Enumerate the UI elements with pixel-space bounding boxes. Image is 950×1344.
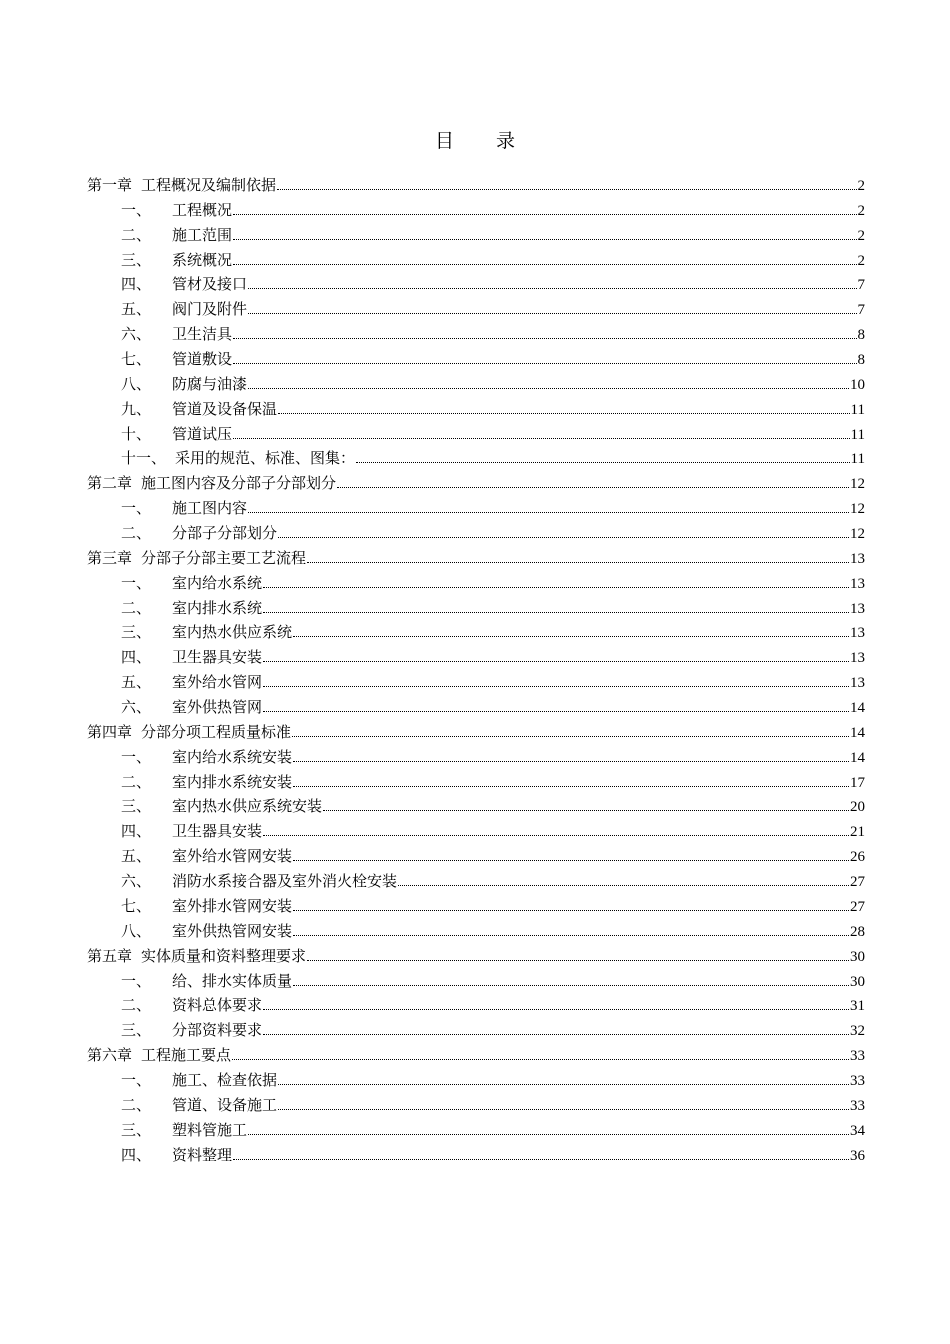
toc-entry-page-number: 36 bbox=[850, 1147, 865, 1164]
toc-entry-label: 室内给水系统 bbox=[172, 573, 263, 592]
toc-entry-number: 十一、 bbox=[121, 449, 167, 468]
toc-section-entry[interactable] bbox=[87, 1069, 865, 1094]
dot-leader bbox=[248, 312, 856, 314]
toc-entry-number: 二、 bbox=[121, 598, 152, 617]
toc-entry-number: 三、 bbox=[121, 797, 152, 816]
toc-entry-number: 一、 bbox=[121, 971, 152, 990]
toc-entry-page-number: 14 bbox=[850, 749, 865, 766]
toc-entry-label: 实体质量和资料整理要求 bbox=[141, 946, 307, 965]
toc-entry-number: 第六章 bbox=[87, 1046, 133, 1065]
toc-entry-number: 二、 bbox=[121, 225, 152, 244]
toc-section-entry[interactable] bbox=[87, 820, 865, 845]
toc-entry-number: 八、 bbox=[121, 374, 152, 393]
dot-leader bbox=[233, 263, 856, 265]
toc-entry-number: 第一章 bbox=[87, 176, 133, 194]
dot-leader bbox=[233, 213, 856, 215]
toc-entry-number: 五、 bbox=[121, 847, 152, 866]
toc-entry-page-number: 21 bbox=[850, 824, 865, 841]
toc-section-entry[interactable] bbox=[87, 845, 865, 870]
toc-entry-number: 二、 bbox=[121, 996, 152, 1015]
toc-entry-label: 卫生洁具 bbox=[172, 325, 233, 344]
dot-leader bbox=[307, 561, 849, 563]
toc-entry-label: 室内热水供应系统 bbox=[172, 623, 293, 642]
dot-leader bbox=[278, 1108, 849, 1110]
toc-section-entry[interactable] bbox=[87, 1119, 865, 1144]
toc-entry-number: 第二章 bbox=[87, 474, 133, 493]
toc-entry-number: 五、 bbox=[121, 673, 152, 692]
dot-leader bbox=[263, 685, 849, 687]
toc-entry-label: 分部资料要求 bbox=[172, 1021, 263, 1040]
toc-chapter-entry[interactable] bbox=[87, 547, 865, 572]
dot-leader bbox=[292, 735, 849, 737]
toc-entry-page-number: 10 bbox=[850, 376, 865, 393]
toc-entry-label: 施工图内容 bbox=[172, 499, 248, 518]
dot-leader bbox=[323, 809, 849, 811]
dot-leader bbox=[356, 461, 850, 463]
toc-chapter-entry[interactable] bbox=[87, 472, 865, 497]
toc-entry-label: 阀门及附件 bbox=[172, 300, 248, 319]
toc-entry-page-number: 11 bbox=[850, 426, 865, 443]
toc-section-entry[interactable] bbox=[87, 348, 865, 373]
toc-entry-label: 室外排水管网安装 bbox=[172, 896, 293, 915]
dot-leader bbox=[278, 1083, 849, 1085]
dot-leader bbox=[263, 1033, 849, 1035]
dot-leader bbox=[293, 984, 849, 986]
dot-leader bbox=[263, 611, 849, 613]
dot-leader bbox=[263, 586, 849, 588]
toc-entry-number: 六、 bbox=[121, 698, 152, 717]
toc-section-entry[interactable] bbox=[87, 970, 865, 995]
toc-entry-page-number: 8 bbox=[857, 327, 865, 344]
toc-entry-label: 施工、检查依据 bbox=[172, 1070, 278, 1089]
dot-leader bbox=[232, 1058, 849, 1060]
toc-section-entry[interactable] bbox=[87, 423, 865, 448]
dot-leader bbox=[263, 1008, 849, 1010]
dot-leader bbox=[293, 785, 849, 787]
toc-chapter-entry[interactable] bbox=[87, 1044, 865, 1069]
toc-entry-label: 给、排水实体质量 bbox=[172, 971, 293, 990]
toc-entry-number: 六、 bbox=[121, 872, 152, 891]
toc-chapter-entry[interactable] bbox=[87, 721, 865, 746]
toc-entry-label: 管材及接口 bbox=[172, 275, 248, 294]
toc-entry-page-number: 30 bbox=[850, 948, 865, 965]
toc-section-entry[interactable] bbox=[87, 273, 865, 298]
toc-entry-label: 塑料管施工 bbox=[172, 1120, 248, 1139]
toc-entry-page-number: 12 bbox=[850, 526, 865, 543]
toc-entry-page-number: 11 bbox=[850, 401, 865, 418]
dot-leader bbox=[263, 710, 849, 712]
toc-section-entry[interactable] bbox=[87, 224, 865, 249]
dot-leader bbox=[398, 884, 849, 886]
toc-section-entry[interactable] bbox=[87, 373, 865, 398]
toc-section-entry[interactable] bbox=[87, 323, 865, 348]
dot-leader bbox=[248, 387, 849, 389]
toc-entry-label: 管道敷设 bbox=[172, 350, 233, 369]
toc-entry-number: 五、 bbox=[121, 300, 152, 319]
dot-leader bbox=[263, 834, 849, 836]
toc-section-entry[interactable] bbox=[87, 199, 865, 224]
dot-leader bbox=[233, 362, 856, 364]
toc-entry-page-number: 13 bbox=[850, 625, 865, 642]
toc-entry-number: 一、 bbox=[121, 499, 152, 518]
toc-entry-label: 室外给水管网 bbox=[172, 673, 263, 692]
toc-entry-number: 三、 bbox=[121, 250, 152, 269]
toc-entry-number: 一、 bbox=[121, 200, 152, 219]
toc-entry-number: 十、 bbox=[121, 424, 152, 443]
toc-section-entry[interactable] bbox=[87, 646, 865, 671]
dot-leader bbox=[233, 337, 856, 339]
dot-leader bbox=[233, 437, 850, 439]
toc-entry-label: 室外供热管网 bbox=[172, 698, 263, 717]
toc-entry-label: 施工图内容及分部子分部划分 bbox=[141, 474, 337, 493]
dot-leader bbox=[293, 760, 849, 762]
toc-entry-number: 四、 bbox=[121, 822, 152, 841]
toc-entry-page-number: 17 bbox=[850, 774, 865, 791]
toc-entry-page-number: 32 bbox=[850, 1023, 865, 1040]
toc-entry-number: 三、 bbox=[121, 1021, 152, 1040]
toc-section-entry[interactable] bbox=[87, 398, 865, 423]
toc-entry-number: 七、 bbox=[121, 350, 152, 369]
toc-section-entry[interactable] bbox=[87, 895, 865, 920]
toc-entry-page-number: 12 bbox=[850, 501, 865, 518]
toc-entry-label: 管道试压 bbox=[172, 424, 233, 443]
toc-entry-label: 采用的规范、标准、图集： bbox=[175, 449, 356, 468]
toc-section-entry[interactable] bbox=[87, 497, 865, 522]
toc-entry-page-number: 33 bbox=[850, 1048, 865, 1065]
toc-section-entry[interactable] bbox=[87, 795, 865, 820]
toc-entry-page-number: 33 bbox=[850, 1097, 865, 1114]
dot-leader bbox=[263, 660, 849, 662]
toc-section-entry[interactable] bbox=[87, 870, 865, 895]
toc-entry-label: 分部分项工程质量标准 bbox=[141, 722, 292, 741]
toc-section-entry[interactable] bbox=[87, 249, 865, 274]
toc-entry-label: 分部子分部主要工艺流程 bbox=[141, 548, 307, 567]
toc-entry-label: 工程概况 bbox=[172, 200, 233, 219]
toc-entry-number: 第三章 bbox=[87, 548, 133, 567]
dot-leader bbox=[248, 1133, 849, 1135]
toc-entry-page-number: 27 bbox=[850, 898, 865, 915]
toc-entry-number: 第五章 bbox=[87, 946, 133, 965]
toc-entry-number: 四、 bbox=[121, 648, 152, 667]
toc-entry-number: 九、 bbox=[121, 399, 152, 418]
toc-entry-number: 一、 bbox=[121, 1070, 152, 1089]
toc-section-entry[interactable] bbox=[87, 298, 865, 323]
dot-leader bbox=[293, 859, 849, 861]
dot-leader bbox=[337, 486, 849, 488]
toc-entry-page-number: 2 bbox=[857, 178, 865, 194]
toc-entry-number: 一、 bbox=[121, 573, 152, 592]
toc-entry-number: 四、 bbox=[121, 1145, 152, 1164]
toc-entry-number: 第四章 bbox=[87, 722, 133, 741]
toc-entry-label: 工程施工要点 bbox=[141, 1046, 232, 1065]
toc-entry-label: 室内排水系统安装 bbox=[172, 772, 293, 791]
toc-section-entry[interactable] bbox=[87, 597, 865, 622]
toc-entry-label: 管道及设备保温 bbox=[172, 399, 278, 418]
toc-entry-label: 资料整理 bbox=[172, 1145, 233, 1164]
dot-leader bbox=[278, 536, 849, 538]
toc-entry-page-number: 13 bbox=[850, 600, 865, 617]
toc-section-entry[interactable] bbox=[87, 1094, 865, 1119]
dot-leader bbox=[307, 959, 849, 961]
toc-entry-page-number: 7 bbox=[857, 302, 865, 319]
toc-entry-label: 卫生器具安装 bbox=[172, 822, 263, 841]
dot-leader bbox=[233, 1158, 849, 1160]
toc-entry-page-number: 33 bbox=[850, 1072, 865, 1089]
toc-entry-number: 二、 bbox=[121, 1095, 152, 1114]
dot-leader bbox=[293, 635, 849, 637]
toc-entry-label: 分部子分部划分 bbox=[172, 524, 278, 543]
toc-entry-page-number: 14 bbox=[850, 700, 865, 717]
toc-entry-label: 防腐与油漆 bbox=[172, 374, 248, 393]
toc-entry-page-number: 2 bbox=[857, 252, 865, 269]
toc-section-entry[interactable] bbox=[87, 671, 865, 696]
toc-entry-label: 室外给水管网安装 bbox=[172, 847, 293, 866]
toc-entry-page-number: 20 bbox=[850, 799, 865, 816]
toc-section-entry[interactable] bbox=[87, 522, 865, 547]
toc-entry-number: 七、 bbox=[121, 896, 152, 915]
toc-entry-page-number: 11 bbox=[850, 451, 865, 468]
dot-leader bbox=[233, 238, 856, 240]
toc-entry-label: 室内排水系统 bbox=[172, 598, 263, 617]
toc-chapter-entry[interactable] bbox=[87, 174, 865, 199]
toc-section-entry[interactable] bbox=[87, 1019, 865, 1044]
toc-entry-page-number: 14 bbox=[850, 724, 865, 741]
toc-entry-label: 管道、设备施工 bbox=[172, 1095, 278, 1114]
toc-entry-page-number: 27 bbox=[850, 874, 865, 891]
dot-leader bbox=[293, 909, 849, 911]
toc-entry-page-number: 2 bbox=[857, 227, 865, 244]
toc-entry-page-number: 13 bbox=[850, 575, 865, 592]
toc-section-entry[interactable] bbox=[87, 572, 865, 597]
toc-entry-page-number: 34 bbox=[850, 1122, 865, 1139]
toc-entry-page-number: 13 bbox=[850, 675, 865, 692]
toc-entry-page-number: 28 bbox=[850, 923, 865, 940]
toc-entry-label: 室内给水系统安装 bbox=[172, 747, 293, 766]
toc-section-entry[interactable] bbox=[87, 621, 865, 646]
toc-section-entry[interactable] bbox=[87, 1144, 865, 1169]
dot-leader bbox=[293, 934, 849, 936]
page-title: 目 录 bbox=[434, 130, 534, 152]
toc-entry-number: 六、 bbox=[121, 325, 152, 344]
toc-entry-page-number: 13 bbox=[850, 550, 865, 567]
toc-section-entry[interactable] bbox=[87, 696, 865, 721]
toc-entry-page-number: 7 bbox=[857, 277, 865, 294]
toc-entry-number: 二、 bbox=[121, 772, 152, 791]
toc-entry-page-number: 2 bbox=[857, 202, 865, 219]
toc-section-entry[interactable] bbox=[87, 746, 865, 771]
toc-entry-label: 资料总体要求 bbox=[172, 996, 263, 1015]
toc-section-entry[interactable] bbox=[87, 447, 865, 472]
toc-entry-number: 一、 bbox=[121, 747, 152, 766]
toc-entry-page-number: 12 bbox=[850, 476, 865, 493]
toc-entry-number: 二、 bbox=[121, 524, 152, 543]
toc-entry-page-number: 26 bbox=[850, 849, 865, 866]
toc-entry-label: 室内热水供应系统安装 bbox=[172, 797, 323, 816]
dot-leader bbox=[278, 412, 850, 414]
table-of-contents bbox=[87, 174, 865, 1168]
toc-section-entry[interactable] bbox=[87, 994, 865, 1019]
toc-entry-label: 卫生器具安装 bbox=[172, 648, 263, 667]
dot-leader bbox=[248, 511, 849, 513]
dot-leader bbox=[277, 188, 856, 190]
toc-entry-page-number: 30 bbox=[850, 973, 865, 990]
toc-section-entry[interactable] bbox=[87, 771, 865, 796]
toc-entry-label: 室外供热管网安装 bbox=[172, 921, 293, 940]
toc-section-entry[interactable] bbox=[87, 920, 865, 945]
toc-entry-label: 消防水系接合器及室外消火栓安装 bbox=[172, 872, 398, 891]
toc-entry-label: 工程概况及编制依据 bbox=[141, 176, 277, 194]
toc-chapter-entry[interactable] bbox=[87, 945, 865, 970]
toc-entry-number: 四、 bbox=[121, 275, 152, 294]
dot-leader bbox=[248, 287, 856, 289]
toc-entry-number: 三、 bbox=[121, 623, 152, 642]
toc-entry-number: 三、 bbox=[121, 1120, 152, 1139]
toc-entry-page-number: 8 bbox=[857, 352, 865, 369]
toc-entry-label: 施工范围 bbox=[172, 225, 233, 244]
toc-entry-number: 八、 bbox=[121, 921, 152, 940]
toc-entry-page-number: 31 bbox=[850, 998, 865, 1015]
toc-entry-page-number: 13 bbox=[850, 650, 865, 667]
toc-entry-label: 系统概况 bbox=[172, 250, 233, 269]
